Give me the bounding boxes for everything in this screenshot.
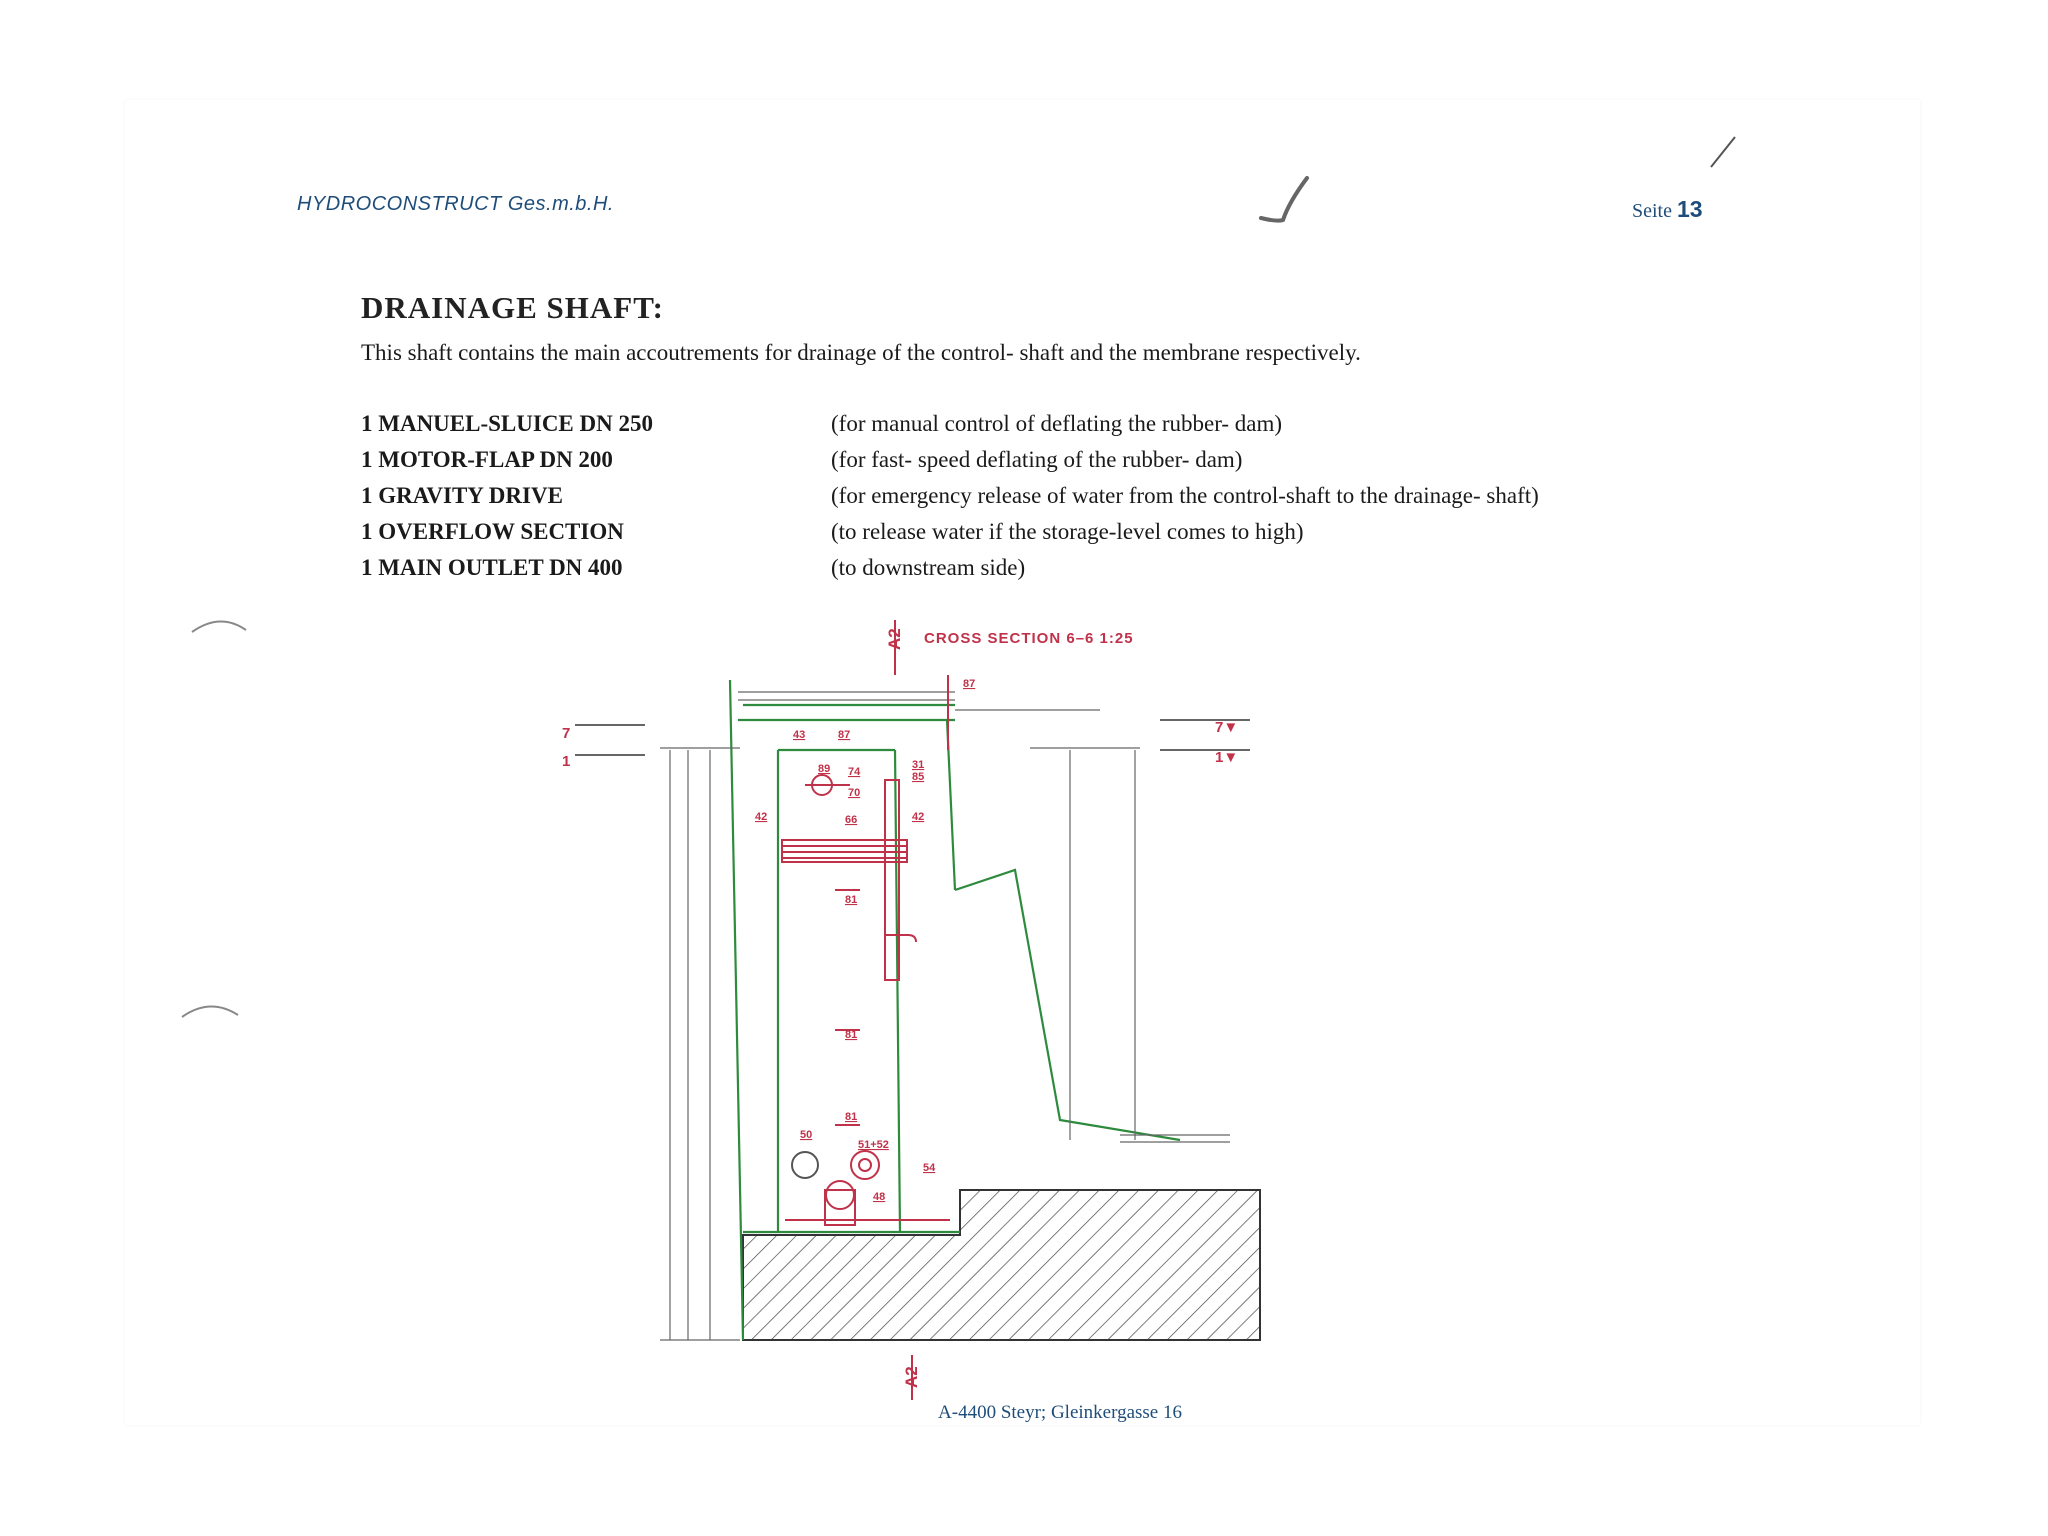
equipment-description: (to release water if the storage-level comes to high)	[831, 519, 1304, 544]
cut-marker-top	[885, 620, 904, 675]
drawing-title: CROSS SECTION 6–6 1:25	[924, 630, 1134, 647]
equipment-description: (for fast- speed deflating of the rubber- dam)	[831, 447, 1243, 472]
level-label: 1▼	[1215, 749, 1239, 766]
equipment-name: 1 GRAVITY DRIVE	[361, 483, 563, 508]
equipment-name: 1 MAIN OUTLET DN 400	[361, 555, 623, 580]
part-label: 66	[845, 814, 858, 826]
cut-marker-bottom	[902, 1355, 921, 1400]
section-intro: This shaft contains the main accoutrements for drainage of the control- shaft and the membrane respectively.	[361, 340, 1361, 365]
part-label: 74	[848, 766, 861, 778]
part-label: 48	[873, 1191, 886, 1203]
part-label: 89	[818, 763, 831, 775]
punch-hole-mark	[180, 995, 240, 1025]
part-label: 87	[838, 729, 851, 741]
part-label: 50	[800, 1129, 813, 1141]
part-label: 81	[845, 1111, 858, 1123]
cut-marker-label: A2	[902, 1366, 921, 1388]
level-label: 7	[562, 725, 571, 742]
level-label: 1	[562, 753, 571, 770]
part-label: 51+52	[858, 1139, 889, 1151]
equipment-item	[361, 406, 1761, 442]
part-label: 85	[912, 771, 925, 783]
part-label: 87	[963, 678, 976, 690]
equipment-item	[361, 478, 1761, 514]
part-label: 42	[755, 811, 768, 823]
part-labels	[755, 678, 975, 1203]
equipment-name: 1 MANUEL-SLUICE DN 250	[361, 411, 653, 436]
level-label: 7▼	[1215, 719, 1239, 736]
checkmark-icon	[1255, 172, 1315, 232]
page-number	[1632, 196, 1703, 223]
part-label: 43	[793, 729, 806, 741]
footer-address: A-4400 Steyr; Gleinkergasse 16	[938, 1402, 1182, 1423]
part-label: 31	[912, 759, 925, 771]
cross-section-drawing	[560, 620, 1290, 1400]
equipment-description: (for emergency release of water from the control-shaft to the drainage- shaft)	[831, 483, 1539, 508]
equipment-item	[361, 514, 1761, 550]
equipment-list	[361, 406, 1761, 586]
equipment-name: 1 OVERFLOW SECTION	[361, 519, 624, 544]
page-label: Seite	[1632, 200, 1672, 222]
cut-marker-label: A2	[885, 628, 904, 650]
level-markers	[562, 719, 1250, 770]
foundation-hatch	[743, 1190, 1260, 1340]
part-label: 42	[912, 811, 925, 823]
equipment-item	[361, 442, 1761, 478]
equipment-description: (for manual control of deflating the rubber- dam)	[831, 411, 1283, 436]
footer-address-block	[0, 1402, 2048, 1424]
pen-stroke-mark	[1705, 133, 1745, 173]
punch-hole-mark	[190, 610, 250, 640]
part-label: 81	[845, 1029, 858, 1041]
equipment-name: 1 MOTOR-FLAP DN 200	[361, 447, 613, 472]
section-title: DRAINAGE SHAFT:	[361, 290, 664, 325]
company-name: HYDROCONSTRUCT Ges.m.b.H.	[297, 193, 614, 215]
equipment-item	[361, 550, 1761, 586]
part-label: 81	[845, 894, 858, 906]
part-label: 70	[848, 787, 861, 799]
page-number-value: 13	[1677, 196, 1703, 222]
equipment-description: (to downstream side)	[831, 555, 1026, 580]
part-label: 54	[923, 1162, 936, 1174]
